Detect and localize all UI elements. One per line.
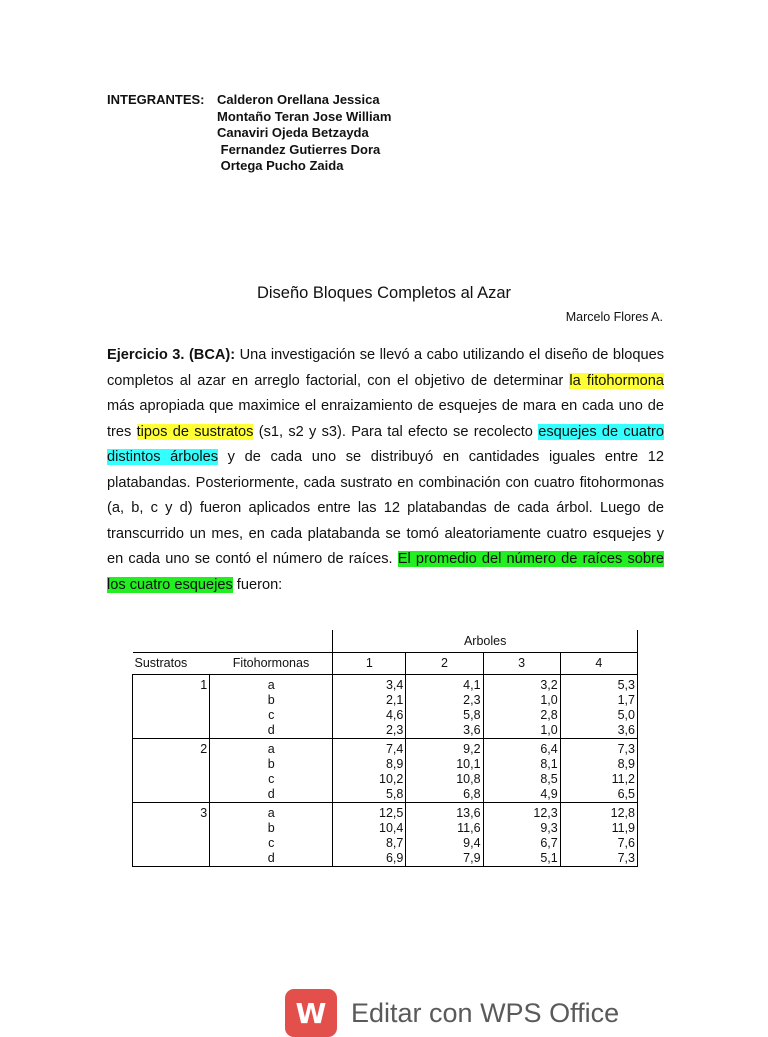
table-row (133, 787, 638, 803)
table-body (133, 675, 638, 867)
table-row (133, 757, 638, 772)
value-cell: 7,3 (560, 851, 637, 867)
value-cell: 5,1 (483, 851, 560, 867)
value-cell: 9,4 (406, 836, 483, 851)
col-header-sustratos: Sustratos (133, 653, 210, 675)
value-cell: 1,7 (560, 693, 637, 708)
wps-footer[interactable] (285, 988, 619, 1028)
value-cell: 10,2 (333, 772, 406, 787)
col-header-tree: 2 (406, 653, 483, 675)
value-cell: 5,3 (560, 675, 637, 694)
value-cell: 2,1 (333, 693, 406, 708)
sustrato-cell (133, 787, 210, 803)
members-block (107, 92, 391, 175)
table-row (133, 723, 638, 739)
sustrato-cell: 1 (133, 675, 210, 694)
member-name: Fernandez Gutierres Dora (220, 141, 381, 157)
sustrato-cell (133, 821, 210, 836)
value-cell: 6,5 (560, 787, 637, 803)
table-row (133, 836, 638, 851)
value-cell: 3,4 (333, 675, 406, 694)
table-row (133, 772, 638, 787)
value-cell: 9,3 (483, 821, 560, 836)
table-row (133, 675, 638, 694)
value-cell: 6,7 (483, 836, 560, 851)
value-cell: 9,2 (406, 739, 483, 758)
table-row (133, 693, 638, 708)
table-row (133, 821, 638, 836)
value-cell: 4,6 (333, 708, 406, 723)
sustrato-cell (133, 757, 210, 772)
sustrato-cell (133, 723, 210, 739)
value-cell: 11,2 (560, 772, 637, 787)
value-cell: 8,9 (333, 757, 406, 772)
member-name: Montaño Teran Jose William (217, 108, 392, 124)
value-cell: 7,6 (560, 836, 637, 851)
value-cell: 13,6 (406, 803, 483, 822)
sustrato-cell: 2 (133, 739, 210, 758)
col-header-tree: 4 (560, 653, 637, 675)
value-cell: 6,9 (333, 851, 406, 867)
highlight-promedio: El promedio del número de raíces sobre los cuatro esquejes (107, 551, 664, 593)
wps-edit-text[interactable]: Editar con WPS Office (351, 997, 620, 1028)
value-cell: 7,9 (406, 851, 483, 867)
fitohormona-cell: a (210, 803, 333, 822)
members-label: INTEGRANTES: (107, 92, 205, 107)
value-cell: 8,7 (333, 836, 406, 851)
value-cell: 11,9 (560, 821, 637, 836)
value-cell: 10,8 (406, 772, 483, 787)
member-name: Ortega Pucho Zaida (220, 158, 344, 173)
paragraph-text: y de cada uno se distribuyó en cantidades iguales entre 12 platabandas. Posteriormente, cada sustrato en combinación con cuatro fitohormonas (a, b, c y d) fueron aplicados entre las 12 platabandas de cada árbol. Luego de transcurrido un mes, en cada platabanda se tomó aleatoriamente cuatro esquejes y en cada uno se contó el número de raíces. (107, 449, 664, 567)
fitohormona-cell: c (210, 708, 333, 723)
value-cell: 1,0 (483, 693, 560, 708)
document-title: Diseño Bloques Completos al Azar (256, 284, 512, 302)
sustrato-cell (133, 708, 210, 723)
value-cell: 7,4 (333, 739, 406, 758)
table-row (133, 803, 638, 822)
value-cell: 2,3 (406, 693, 483, 708)
value-cell: 11,6 (406, 821, 483, 836)
fitohormona-cell: d (210, 851, 333, 867)
paragraph-text: fueron: (232, 576, 283, 593)
paragraph-text: más apropiada que maximice el enraizamiento de esquejes de mara en cada uno de tres (107, 398, 664, 440)
member-name: Calderon Orellana Jessica (217, 92, 380, 107)
value-cell: 3,6 (560, 723, 637, 739)
table-row (133, 739, 638, 758)
value-cell: 10,1 (406, 757, 483, 772)
value-cell: 10,4 (333, 821, 406, 836)
highlight-sustratos: tipos de sustratos (136, 423, 254, 440)
member-name: Canaviri Ojeda Betzayda (217, 125, 369, 140)
sustrato-cell (133, 836, 210, 851)
value-cell: 12,5 (333, 803, 406, 822)
fitohormona-cell: a (210, 675, 333, 694)
value-cell: 12,3 (483, 803, 560, 822)
value-cell: 5,8 (333, 787, 406, 803)
value-cell: 7,3 (560, 739, 637, 758)
sustrato-cell (133, 693, 210, 708)
sustrato-cell (133, 851, 210, 867)
fitohormona-cell: b (210, 821, 333, 836)
highlight-arboles: esquejes de cuatro distintos árboles (107, 423, 664, 465)
fitohormona-cell: c (210, 772, 333, 787)
sustrato-cell: 3 (133, 803, 210, 822)
fitohormona-cell: b (210, 693, 333, 708)
value-cell: 8,1 (483, 757, 560, 772)
table-row (133, 851, 638, 867)
paragraph-text: Una investigación se llevó a cabo utilizando el diseño de bloques completos al azar en arreglo factorial, con el objetivo de determinar (107, 347, 665, 389)
data-table (132, 630, 638, 867)
group-header: Arboles (333, 630, 638, 653)
value-cell: 12,8 (560, 803, 637, 822)
fitohormona-cell: a (210, 739, 333, 758)
paragraph-text: (s1, s2 y s3). Para tal efecto se recolecto (253, 423, 539, 440)
value-cell: 8,9 (560, 757, 637, 772)
value-cell: 3,2 (483, 675, 560, 694)
wps-logo-icon: W (285, 989, 337, 1037)
table-row (133, 708, 638, 723)
highlight-fitohormona: la fitohormona (569, 372, 664, 389)
col-header-tree: 1 (333, 653, 406, 675)
value-cell: 5,0 (560, 708, 637, 723)
value-cell: 6,8 (406, 787, 483, 803)
value-cell: 1,0 (483, 723, 560, 739)
value-cell: 8,5 (483, 772, 560, 787)
value-cell: 4,9 (483, 787, 560, 803)
fitohormona-cell: d (210, 787, 333, 803)
exercise-paragraph (107, 343, 664, 598)
value-cell: 2,3 (333, 723, 406, 739)
fitohormona-cell: c (210, 836, 333, 851)
fitohormona-cell: d (210, 723, 333, 739)
col-header-tree: 3 (483, 653, 560, 675)
value-cell: 5,8 (406, 708, 483, 723)
value-cell: 3,6 (406, 723, 483, 739)
fitohormona-cell: b (210, 757, 333, 772)
value-cell: 4,1 (406, 675, 483, 694)
value-cell: 6,4 (483, 739, 560, 758)
value-cell: 2,8 (483, 708, 560, 723)
author: Marcelo Flores A. (565, 310, 663, 324)
exercise-label: Ejercicio 3. (BCA): (107, 347, 236, 363)
sustrato-cell (133, 772, 210, 787)
col-header-fitohormonas: Fitohormonas (210, 653, 333, 675)
